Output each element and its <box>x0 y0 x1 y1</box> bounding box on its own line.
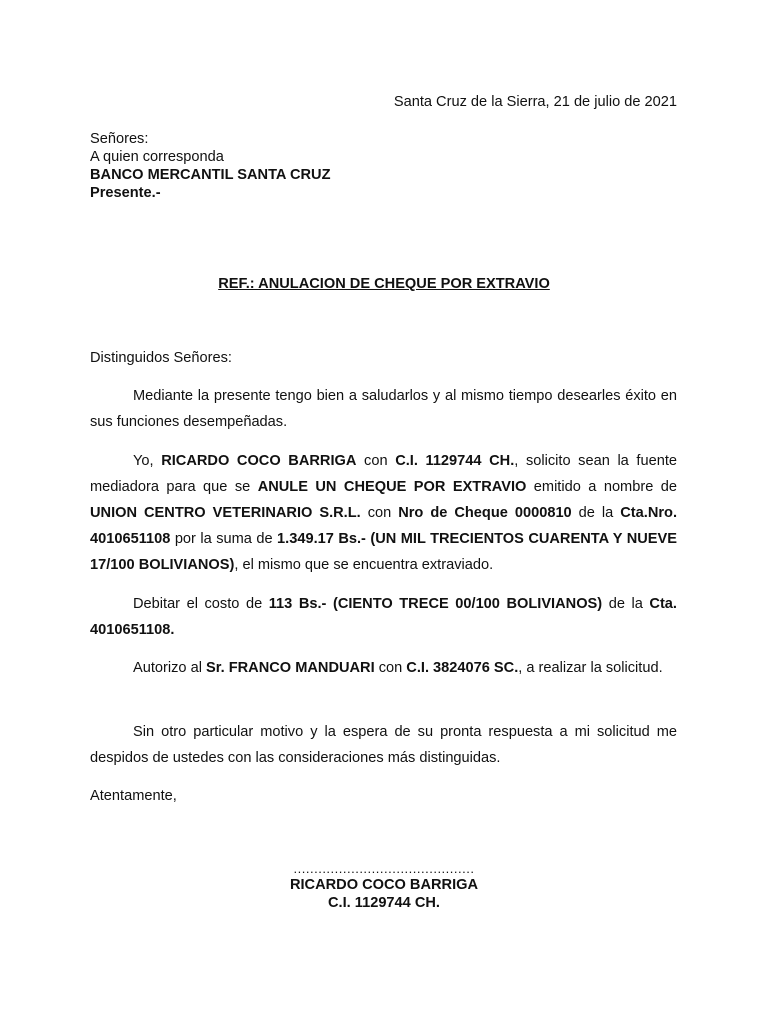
text-fragment: Yo, <box>133 453 162 469</box>
debit-account: Cta. 4010651108. <box>90 596 677 638</box>
reference-text: REF.: ANULACION DE CHEQUE POR EXTRAVIO <box>218 276 550 292</box>
requester-ci: C.I. 1129744 CH. <box>395 453 515 469</box>
debit-cost: 113 Bs.- (CIENTO TRECE 00/100 BOLIVIANOS) <box>268 596 603 612</box>
account-number: Cta.Nro. 4010651108 <box>90 505 678 547</box>
text-fragment: con <box>356 453 396 469</box>
text-fragment: , solicito sean la fuente mediadora para que se <box>90 453 677 495</box>
text-fragment: emitido a nombre de <box>526 479 677 495</box>
signer-name: RICARDO COCO BARRIGA <box>289 877 479 893</box>
text-fragment: Autorizo al <box>133 660 207 676</box>
text-fragment: con <box>360 505 399 521</box>
paragraph-request <box>90 448 677 578</box>
cheque-number: Nro de Cheque 0000810 <box>398 505 572 521</box>
text-fragment: por la suma de <box>170 531 278 547</box>
payee-company: UNION CENTRO VETERINARIO S.R.L. <box>90 505 361 521</box>
authorized-ci: C.I. 3824076 SC. <box>406 660 519 676</box>
date-line: Santa Cruz de la Sierra, 21 de julio de 2021 <box>393 94 677 110</box>
text-fragment: , el mismo que se encuentra extraviado. <box>234 557 494 573</box>
authorized-person: Sr. FRANCO MANDUARI <box>206 660 375 676</box>
requested-action: ANULE UN CHEQUE POR EXTRAVIO <box>257 479 527 495</box>
addressee-block <box>90 130 331 202</box>
signature-line: ............................................ <box>293 861 475 876</box>
reference-line <box>0 275 768 293</box>
signer-ci: C.I. 1129744 CH. <box>328 895 440 911</box>
text-fragment: de la <box>571 505 621 521</box>
text-fragment: Debitar el costo de <box>133 596 269 612</box>
text-fragment: con <box>374 660 407 676</box>
text-fragment: , a realizar la solicitud. <box>518 660 663 676</box>
requester-name: RICARDO COCO BARRIGA <box>161 453 357 469</box>
closing: Atentamente, <box>90 788 177 804</box>
addressee-line: Señores: <box>90 131 149 147</box>
cheque-amount: 1.349.17 Bs.- (UN MIL TRECIENTOS CUARENTA Y NUEVE 17/100 BOLIVIANOS) <box>90 531 677 573</box>
paragraph-authorization <box>90 655 677 681</box>
salutation: Distinguidos Señores: <box>90 350 232 366</box>
addressee-line: A quien corresponda <box>90 149 224 165</box>
presente-line: Presente.- <box>90 185 161 201</box>
paragraph-debit <box>90 591 677 643</box>
signature-block <box>0 862 768 912</box>
paragraph-farewell: Sin otro particular motivo y la espera de su pronta respuesta a mi solicitud me despidos de ustedes con las consideraciones más distinguidas. <box>90 724 677 766</box>
text-fragment: de la <box>602 596 650 612</box>
paragraph-greeting: Mediante la presente tengo bien a saludarlos y al mismo tiempo desearles éxito en sus funciones desempeñadas. <box>90 388 677 430</box>
bank-name: BANCO MERCANTIL SANTA CRUZ <box>90 167 331 183</box>
